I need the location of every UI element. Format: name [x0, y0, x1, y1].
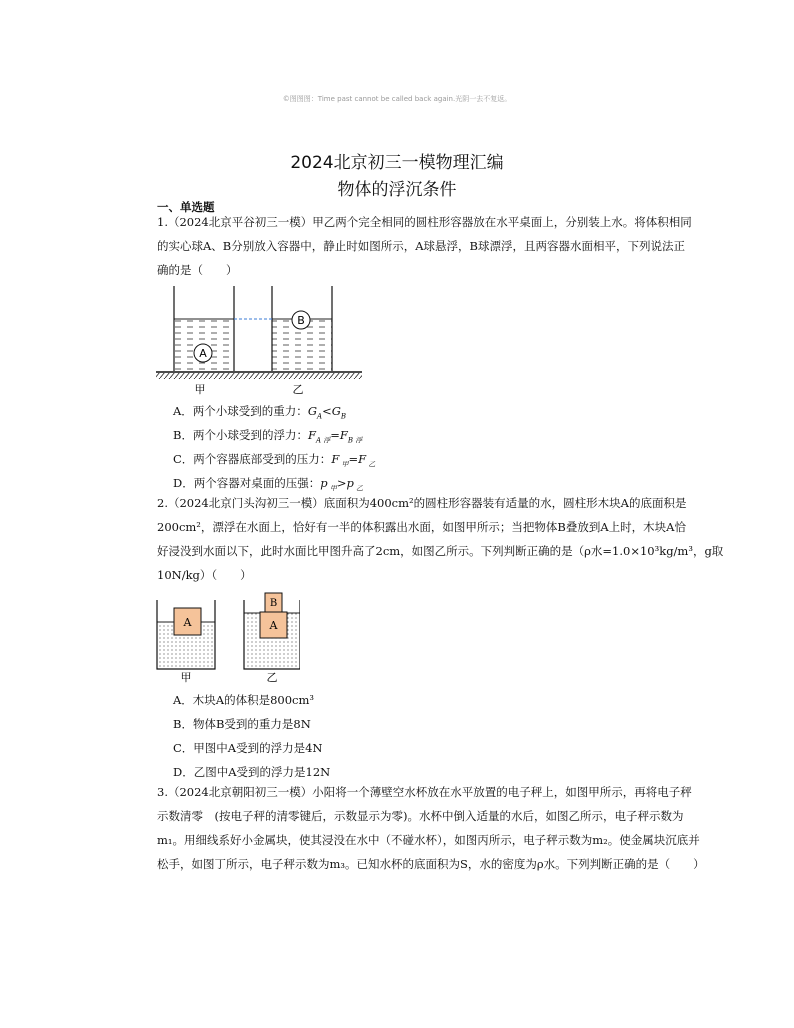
- page-title: 2024北京初三一模物理汇编: [290, 153, 504, 173]
- q1-line-2: 的实心球A、B分别放入容器中，静止时如图所示，A球悬浮，B球漂浮，且两容器水面相平，下列说法正: [157, 239, 686, 253]
- q1-figure: [150, 282, 370, 400]
- q1-label-yi: 乙: [292, 383, 304, 396]
- q1-option-d[interactable]: D．两个容器对桌面的压强：p $_甲$>p $_乙$: [173, 476, 364, 493]
- q2-block-a-yi-label: A: [269, 619, 278, 632]
- q1-ball-b-label: B: [297, 314, 305, 327]
- q2-line-2: 200cm²，漂浮在水面上，恰好有一半的体积露出水面，如图甲所示；当把物体B叠放到A上时，木块A恰: [157, 520, 686, 534]
- q1-ball-a-label: A: [199, 347, 207, 360]
- q2-block-b-label: B: [269, 598, 278, 609]
- q2-option-d[interactable]: D．乙图中A受到的浮力是12N: [173, 765, 331, 779]
- q3-line-4: 松手，如图丁所示，电子秤示数为m₃。已知水杯的底面积为S，水的密度为ρ水。下列判断正确的是（ ）: [157, 857, 705, 871]
- q2-figure: [150, 588, 300, 684]
- q2-option-c[interactable]: C．甲图中A受到的浮力是4N: [173, 741, 323, 755]
- q2-line-1: 2.（2024北京门头沟初三一模）底面积为400cm²的圆柱形容器装有适量的水，圆柱形木块A的底面积是: [157, 496, 687, 510]
- watermark: ©图图图：Time past cannot be called back again.光阴一去不复返。: [282, 95, 512, 103]
- q1-option-c[interactable]: C．两个容器底部受到的压力：F $_甲$=F $_乙$: [173, 452, 376, 469]
- q2-block-a-jia-label: A: [183, 616, 192, 629]
- q2-line-3: 好浸没到水面以下，此时水面比甲图升高了2cm，如图乙所示。下列判断正确的是（ρ水=1.0×10³kg/m³，g取: [157, 544, 724, 558]
- q2-label-yi: 乙: [266, 671, 278, 684]
- q3-line-3: m₁。用细线系好小金属块，使其浸没在水中（不碰水杯），如图丙所示，电子秤示数为m₂。使金属块沉底并: [157, 833, 700, 847]
- q3-line-1: 3.（2024北京朝阳初三一模）小阳将一个薄壁空水杯放在水平放置的电子秤上，如图甲所示，再将电子秤: [157, 785, 692, 799]
- q1-line-3: 确的是（ ）: [157, 263, 238, 277]
- q2-option-a[interactable]: A．木块A的体积是800cm³: [173, 693, 315, 707]
- q3-line-2: 示数清零 (按电子秤的清零键后，示数显示为零)。水杯中倒入适量的水后，如图乙所示，电子秤示数为: [157, 809, 684, 823]
- q1-label-jia: 甲: [194, 383, 206, 396]
- page-subtitle: 物体的浮沉条件: [337, 180, 457, 200]
- q1-option-a[interactable]: A．两个小球受到的重力：$G_A<G_B$: [173, 404, 347, 421]
- q2-option-b[interactable]: B．物体B受到的重力是8N: [173, 717, 311, 731]
- q1-line-1: 1.（2024北京平谷初三一模）甲乙两个完全相同的圆柱形容器放在水平桌面上，分别装上水。将体积相同: [157, 215, 692, 229]
- q1-option-b[interactable]: B．两个小球受到的浮力：$F_{A 浮}=F_{B 浮}$: [173, 428, 363, 445]
- section-heading: 一、单选题: [157, 200, 215, 214]
- q2-line-4: 10N/kg）（ ）: [157, 568, 252, 582]
- q2-label-jia: 甲: [180, 671, 192, 684]
